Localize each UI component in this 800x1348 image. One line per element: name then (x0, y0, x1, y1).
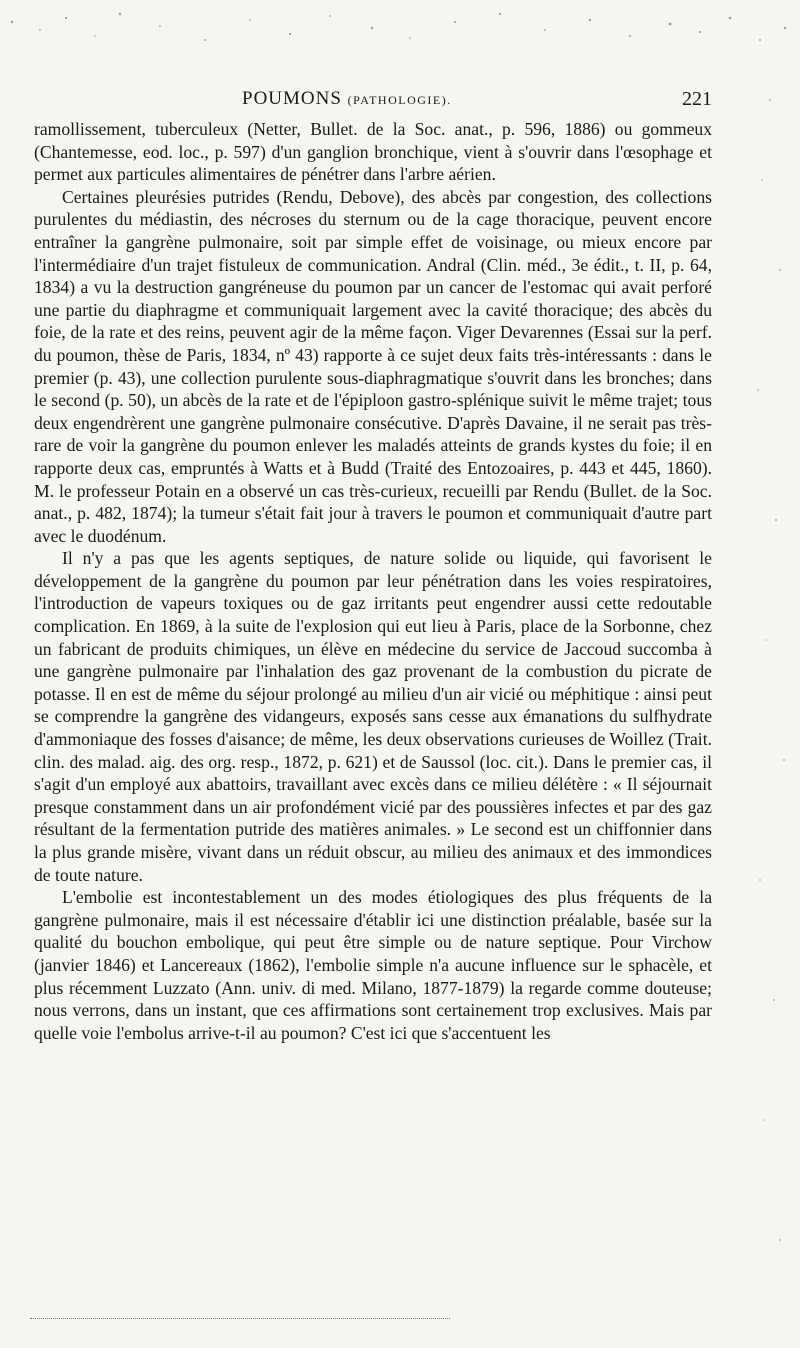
page-number: 221 (682, 88, 712, 110)
paragraph: Il n'y a pas que les agents septiques, de nature solide ou liquide, qui favorisent le développement de la gangrène du poumon par leur pénétration dans les voies respiratoires, l'introduction de vapeurs toxiques ou de gaz irritants peut engendrer aussi cette redoutable complication. En 1869, à la suite de l'explosion qui eut lieu à Paris, place de la Sorbonne, chez un fabricant de produits chimiques, un élève en médecine du service de Jaccoud succomba à une gangrène pulmonaire par l'inhalation des gaz provenant de la combustion du picrate de potasse. Il en est de même du séjour prolongé au milieu d'un air vicié ou méphitique : ainsi peut se comprendre la gangrène des vidangeurs, exposés sans cesse aux émanations du sulfhydrate d'ammoniaque des fosses d'aisance; de même, les deux observations curieuses de Woillez (Trait. clin. des malad. aig. des org. resp., 1872, p. 621) et de Saussol (loc. cit.). Dans le premier cas, il s'agit d'un employé aux abattoirs, travaillant avec excès dans ce milieu délétère : « Il séjournait presque constamment dans un air profondément vicié par des poussières infectes et par des gaz résultant de la fermentation putride des matières animales. » Le second est un chiffonnier dans la plus grande misère, vivant dans un réduit obscur, au milieu des animaux et des immondices de toute nature. (34, 548, 712, 885)
body-text (34, 118, 712, 1044)
running-header (34, 88, 712, 114)
scan-noise-margin (740, 60, 800, 1348)
paragraph: Certaines pleurésies putrides (Rendu, Debove), des abcès par congestion, des collections purulentes du médiastin, des nécroses du sternum ou de la cage thoracique, peuvent encore entraîner la gangrène pulmonaire, soit par simple effet de voisinage, ou mieux encore par l'intermédiaire d'un trajet fistuleux de communication. Andral (Clin. méd., 3e édit., t. II, p. 64, 1834) a vu la destruction gangréneuse du poumon par un cancer de l'estomac qui avait perforé une partie du diaphragme et communiquait largement avec la cavité thoracique; des abcès du foie, de la rate et des reins, peuvent agir de la même façon. Viger Devarennes (Essai sur la perf. du poumon, thèse de Paris, 1834, nº 43) rapporte à ce sujet deux faits très-intéressants : dans le premier (p. 43), une collection purulente sous-diaphragmatique s'ouvrit dans les bronches; dans le second (p. 50), un abcès de la rate et de l'épiploon gastro-splénique suivit le même trajet; tous deux engendrèrent une gangrène pulmonaire consécutive. D'après Davaine, il ne serait pas très-rare de voir la gangrène du poumon enlever les maladés atteints de grands kystes du foie; il en rapporte deux cas, empruntés à Watts et à Budd (Traité des Entozoaires, p. 443 et 445, 1860). M. le professeur Potain en a observé un cas très-curieux, recueilli par Rendu (Bullet. de la Soc. anat., p. 482, 1874); la tumeur s'était fait jour à travers le poumon et communiquait d'autre part avec le duodénum. (34, 186, 712, 546)
running-title-sub: (PATHOLOGIE). (347, 93, 452, 107)
paragraph: L'embolie est incontestablement un des modes étiologiques des plus fréquents de la gangrène pulmonaire, mais il est nécessaire d'établir ici une distinction préalable, basée sur la qualité du bouchon embolique, qui peut être simple ou de nature septique. Pour Virchow (janvier 1846) et Lancereaux (1862), l'embolie simple n'a aucune influence sur le sphacèle, et plus récemment Luzzato (Ann. univ. di med. Milano, 1877-1879) la regarde comme douteuse; nous verrons, dans un instant, que ces affirmations sont certainement trop exclusives. Mais par quelle voie l'embolus arrive-t-il au poumon? C'est ici que s'accentuent les (34, 887, 712, 1043)
footer-bleed-through (30, 1318, 450, 1319)
running-title (242, 88, 452, 110)
scan-noise-top (0, 0, 800, 70)
running-title-main: POUMONS (242, 88, 342, 109)
paragraph: ramollissement, tuberculeux (Netter, Bullet. de la Soc. anat., p. 596, 1886) ou gommeux (Chantemesse, eod. loc., p. 597) d'un ganglion bronchique, vient à s'ouvrir dans l'œsophage et permet aux particules alimentaires de pénétrer dans l'arbre aérien. (34, 119, 712, 185)
